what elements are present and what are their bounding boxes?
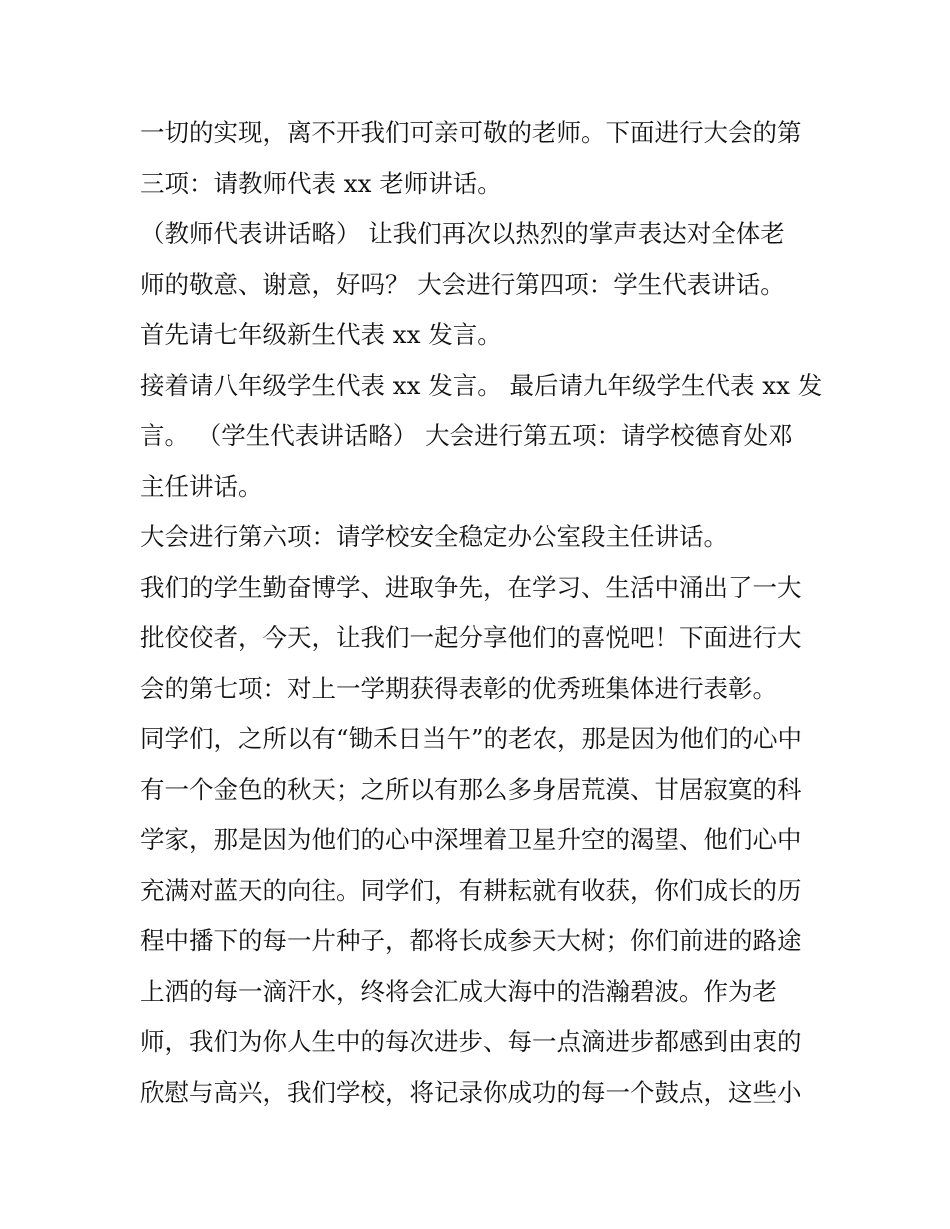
text-line: 一切的实现，离不开我们可亲可敬的老师。下面进行大会的第 [140,118,802,147]
text-line: 我们的学生勤奋博学、进取争先，在学习、生活中涌出了一大 [140,572,802,602]
text-line: 三项：请教师代表 xx 老师讲话。 [140,168,502,198]
text-line: 言。 （学生代表讲话略） 大会进行第五项：请学校德育处邓 [140,421,793,450]
text-line: 学家，那是因为他们的心中深埋着卫星升空的渴望、他们心中 [140,825,802,854]
text-line: 师的敬意、谢意，好吗？ 大会进行第四项：学生代表讲话。 [140,269,785,299]
text-line: 程中播下的每一片种子，都将长成参天大树；你们前进的路途 [140,926,802,955]
text-line: 批佼佼者，今天，让我们一起分享他们的喜悦吧！下面进行大 [140,623,802,652]
text-line: 接着请八年级学生代表 xx 发言。 最后请九年级学生代表 xx 发 [140,370,823,400]
text-line: 同学们，之所以有“锄禾日当午”的老农，那是因为他们的心中 [140,724,803,753]
text-line: （教师代表讲话略） 让我们再次以热烈的掌声表达对全体老 [140,219,785,248]
text-line: 大会进行第六项：请学校安全稳定办公室段主任讲话。 [140,522,728,551]
document-body [140,108,823,1118]
text-line: 上洒的每一滴汗水，终将会汇成大海中的浩瀚碧波。作为老 [140,976,777,1006]
text-line: 有一个金色的秋天；之所以有那么多身居荒漠、甘居寂寞的科 [140,774,802,804]
text-line: 主任讲话。 [140,471,263,501]
text-line: 充满对蓝天的向往。同学们，有耕耘就有收获，你们成长的历 [140,875,802,905]
text-line: 师，我们为你人生中的每次进步、每一点滴进步都感到由衷的 [140,1027,802,1056]
text-line: 会的第七项：对上一学期获得表彰的优秀班集体进行表彰。 [140,673,777,703]
text-line: 欣慰与高兴，我们学校，将记录你成功的每一个鼓点，这些小 [140,1077,802,1107]
text-line: 首先请七年级新生代表 xx 发言。 [140,320,502,349]
